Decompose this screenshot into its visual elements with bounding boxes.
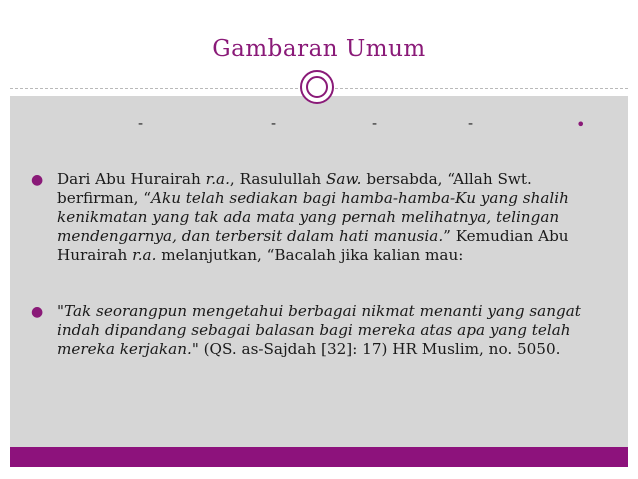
content-panel [10,96,628,449]
bullet-item-hadith [31,170,601,265]
text-segment: Dari Abu Hurairah [57,170,206,188]
text-segment: melanjutkan, “Bacalah jika kalian mau: [156,246,464,264]
slide-title: Gambaran Umum [212,36,426,62]
footer-bar [10,447,628,467]
italic-text-segment: Aku telah sediakan bagi hamba-hamba-Ku yang shalih kenikmatan yang tak ada mata yang pernah melihatnya, telingan mendengarnya, dan terbersit dalam hati manusia. [57,189,569,245]
bullet-icon: • [576,115,586,134]
separator-dash: - [138,114,144,132]
bullet-text [57,302,601,359]
separator-dash: - [372,114,378,132]
double-circle-ornament-icon [300,70,334,104]
italic-text-segment: r.a. [132,246,157,264]
text-segment: bersabda, “Allah Swt. berfirman, “ [57,170,532,207]
italic-text-segment: Tak seorangpun mengetahui berbagai nikmat menanti yang sangat indah dipandang sebagai balasan bagi mereka atas apa yang telah mereka kerjakan. [57,302,581,358]
text-segment: " [57,302,64,320]
text-segment: ” Kemudian Abu Hurairah [57,227,569,264]
bullet-item-quran [31,302,601,359]
inner-circle-icon [306,76,328,98]
bullet-icon: ● [31,172,44,188]
separator-dash: - [271,114,277,132]
italic-text-segment: r.a. [205,170,230,188]
text-segment: " (QS. as-Sajdah [32]: 17) HR Muslim, no. 5050. [191,340,561,358]
text-segment: , Rasulullah [229,170,327,188]
separator-dash: - [468,114,474,132]
bullet-icon: ● [31,304,44,320]
italic-text-segment: Saw. [326,170,362,188]
bullet-text [57,170,601,265]
